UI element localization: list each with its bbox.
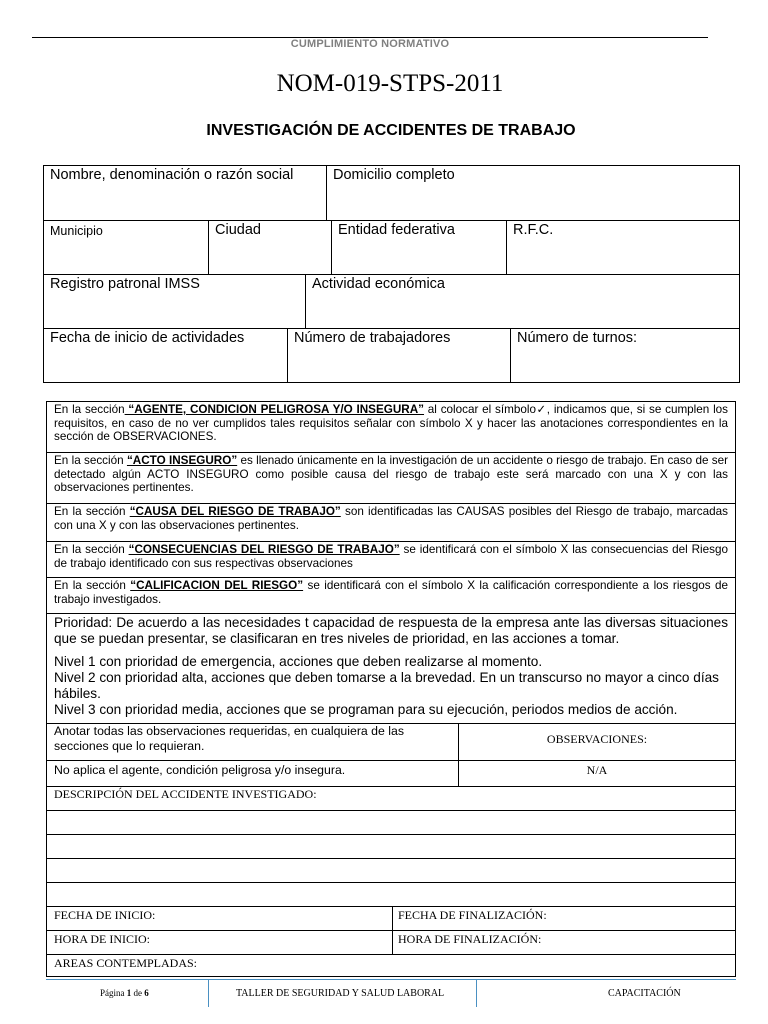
priority-nivel-3: Nivel 3 con prioridad media, acciones que se programan para su ejecución, periodos medios de acción.	[54, 702, 678, 717]
registro-imss-field[interactable]: Registro patronal IMSS	[50, 276, 200, 292]
causa-text: son identificadas las CAUSAS posibles del Riesgo de trabajo, marcadas con una X y con las observaciones pertinentes.	[54, 505, 728, 532]
priority-nivel-2: Nivel 2 con prioridad alta, acciones que deben tomarse a la brevedad. En un transcurso no mayor a cinco días hábiles.	[54, 670, 719, 701]
consecuencias-pre: En la sección	[54, 543, 129, 556]
company-table	[43, 165, 740, 383]
consecuencias-instruction	[54, 543, 728, 570]
acto-pre: En la sección	[54, 454, 127, 467]
anotar-observaciones: Anotar todas las observaciones requeridas, en cualquiera de las secciones que lo requieran.	[54, 724, 404, 753]
no-aplica-text: No aplica el agente, condición peligrosa y/o insegura.	[54, 763, 346, 777]
num-turnos-field[interactable]: Número de turnos:	[517, 330, 638, 346]
document-title: INVESTIGACIÓN DE ACCIDENTES DE TRABAJO	[206, 122, 576, 139]
footer-workshop: TALLER DE SEGURIDAD Y SALUD LABORAL	[236, 988, 445, 999]
acto-text: es llenado únicamente en la investigación de un accidente o riesgo de trabajo. En caso de ser detectado algún ACTO INSEGURO como posible causa del riesgo de trabajo este será marcado con una X y con las observaciones pertinentes.	[54, 454, 728, 495]
causa-instruction	[54, 505, 728, 532]
consecuencias-heading: “CONSECUENCIAS DEL RIESGO DE TRABAJO”	[128, 543, 400, 556]
row-divider	[47, 954, 735, 955]
priority-nivel-1: Nivel 1 con prioridad de emergencia, acciones que deben realizarse al momento.	[54, 654, 543, 669]
agente-instruction	[54, 403, 728, 444]
rfc-field[interactable]: R.F.C.	[513, 222, 554, 238]
description-line[interactable]	[47, 858, 735, 859]
calificacion-instruction	[54, 579, 728, 606]
row-divider	[47, 930, 735, 931]
category-label: CUMPLIMIENTO NORMATIVO	[290, 38, 450, 50]
description-line[interactable]	[47, 882, 735, 883]
ciudad-field[interactable]: Ciudad	[215, 222, 261, 238]
calificacion-pre: En la sección	[54, 579, 131, 592]
row-divider	[47, 503, 735, 504]
na-value: N/A	[586, 763, 608, 777]
footer-divider	[208, 980, 209, 1007]
row-divider	[47, 577, 735, 578]
municipio-field[interactable]: Municipio	[50, 224, 103, 238]
row-divider	[47, 541, 735, 542]
page-indicator	[100, 988, 149, 998]
agente-text: al colocar el símbolo✓, indicamos que, si se cumplen los requisitos, en caso de no ver cumplidos tales requisitos señalar con símbolo X y hacer las anotaciones correspondientes en la sección de OBSERVACIONES.	[54, 403, 729, 444]
acto-instruction	[54, 454, 728, 495]
consecuencias-text: se identificará con el símbolo X las consecuencias del Riesgo de trabajo identificado con sus respectivas observaciones	[54, 543, 728, 570]
descripcion-label: DESCRIPCIÓN DEL ACCIDENTE INVESTIGADO:	[54, 787, 317, 801]
hora-inicio-field[interactable]: HORA DE INICIO:	[54, 932, 150, 946]
investigation-table	[46, 401, 736, 977]
num-trabajadores-field[interactable]: Número de trabajadores	[294, 330, 451, 346]
calificacion-text: se identificará con el símbolo X la calificación correspondiente a los riesgos de trabajo investigados.	[54, 579, 728, 606]
observaciones-label: OBSERVACIONES:	[546, 732, 648, 746]
row-divider	[47, 906, 735, 907]
row-divider	[47, 760, 735, 761]
areas-contempladas-field[interactable]: AREAS CONTEMPLADAS:	[54, 956, 198, 970]
pagina-label: Página	[100, 988, 125, 998]
norm-title: NOM-019-STPS-2011	[276, 70, 504, 97]
de-label: de	[133, 988, 142, 998]
fecha-finalizacion-field[interactable]: FECHA DE FINALIZACIÓN:	[398, 908, 547, 922]
row-divider	[47, 452, 735, 453]
causa-heading: “CAUSA DEL RIESGO DE TRABAJO”	[129, 505, 341, 518]
agente-heading: “AGENTE, CONDICION PELIGROSA Y/O INSEGURA”	[124, 403, 425, 416]
agente-pre: En la sección	[54, 403, 125, 416]
nombre-field[interactable]: Nombre, denominación o razón social	[50, 167, 294, 183]
fecha-inicio-actividades-field[interactable]: Fecha de inicio de actividades	[50, 330, 245, 346]
page-number: 1	[126, 988, 132, 998]
domicilio-field[interactable]: Domicilio completo	[333, 167, 455, 183]
description-line[interactable]	[47, 810, 735, 811]
entidad-field[interactable]: Entidad federativa	[338, 222, 455, 238]
footer-divider	[476, 980, 477, 1007]
fecha-inicio-field[interactable]: FECHA DE INICIO:	[54, 908, 156, 922]
page-total: 6	[144, 988, 149, 998]
calificacion-heading: “CALIFICACION DEL RIESGO”	[130, 579, 304, 592]
hora-finalizacion-field[interactable]: HORA DE FINALIZACIÓN:	[398, 932, 542, 946]
acto-heading: “ACTO INSEGURO”	[126, 454, 238, 467]
footer-capacitacion: CAPACITACIÓN	[608, 988, 681, 999]
causa-pre: En la sección	[54, 505, 130, 518]
actividad-field[interactable]: Actividad económica	[312, 276, 445, 292]
priority-intro: Prioridad: De acuerdo a las necesidades t capacidad de respuesta de la empresa ante las diversas situaciones que se puedan presentar, se clasificaran en tres niveles de prioridad, en las acciones a tomar.	[54, 615, 728, 646]
footer-rule	[46, 979, 736, 980]
description-line[interactable]	[47, 834, 735, 835]
row-divider	[47, 613, 735, 614]
